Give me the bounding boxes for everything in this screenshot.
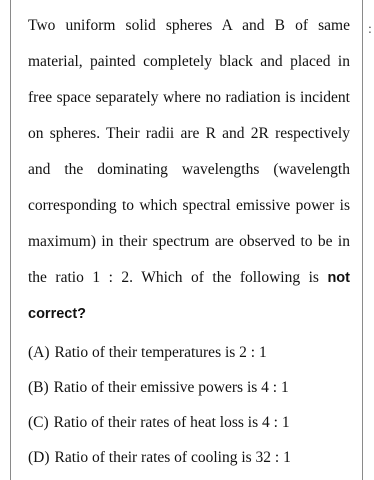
option-letter: (B) [28, 379, 49, 396]
option-letter: (D) [28, 449, 50, 466]
option-c[interactable] [28, 410, 350, 445]
option-text: Ratio of their rates of cooling is 32 : 1 [54, 449, 291, 466]
option-text: Ratio of their rates of heat loss is 4 : 1 [53, 414, 290, 431]
option-text: Ratio of their emissive powers is 4 : 1 [53, 379, 289, 396]
options-list [28, 340, 350, 480]
question-text [28, 8, 350, 332]
option-letter: (C) [28, 414, 49, 431]
option-d[interactable] [28, 445, 350, 480]
edge-mark: : [368, 22, 372, 37]
question-body: Two uniform solid spheres A and B of same material, painted completely black and placed in free space separately where no radiation is incident on spheres. Their radii are R and 2R respectively and the dominating wavelengths (wavelength corresponding to which spectral emissive power is maximum) in their spectrum are observed to be in the ratio 1 : 2. Which of the following is [28, 17, 350, 286]
question-emphasis: not correct? [28, 270, 350, 322]
option-letter: (A) [28, 344, 50, 361]
option-a[interactable] [28, 340, 350, 375]
option-text: Ratio of their temperatures is 2 : 1 [54, 344, 267, 361]
option-b[interactable] [28, 375, 350, 410]
